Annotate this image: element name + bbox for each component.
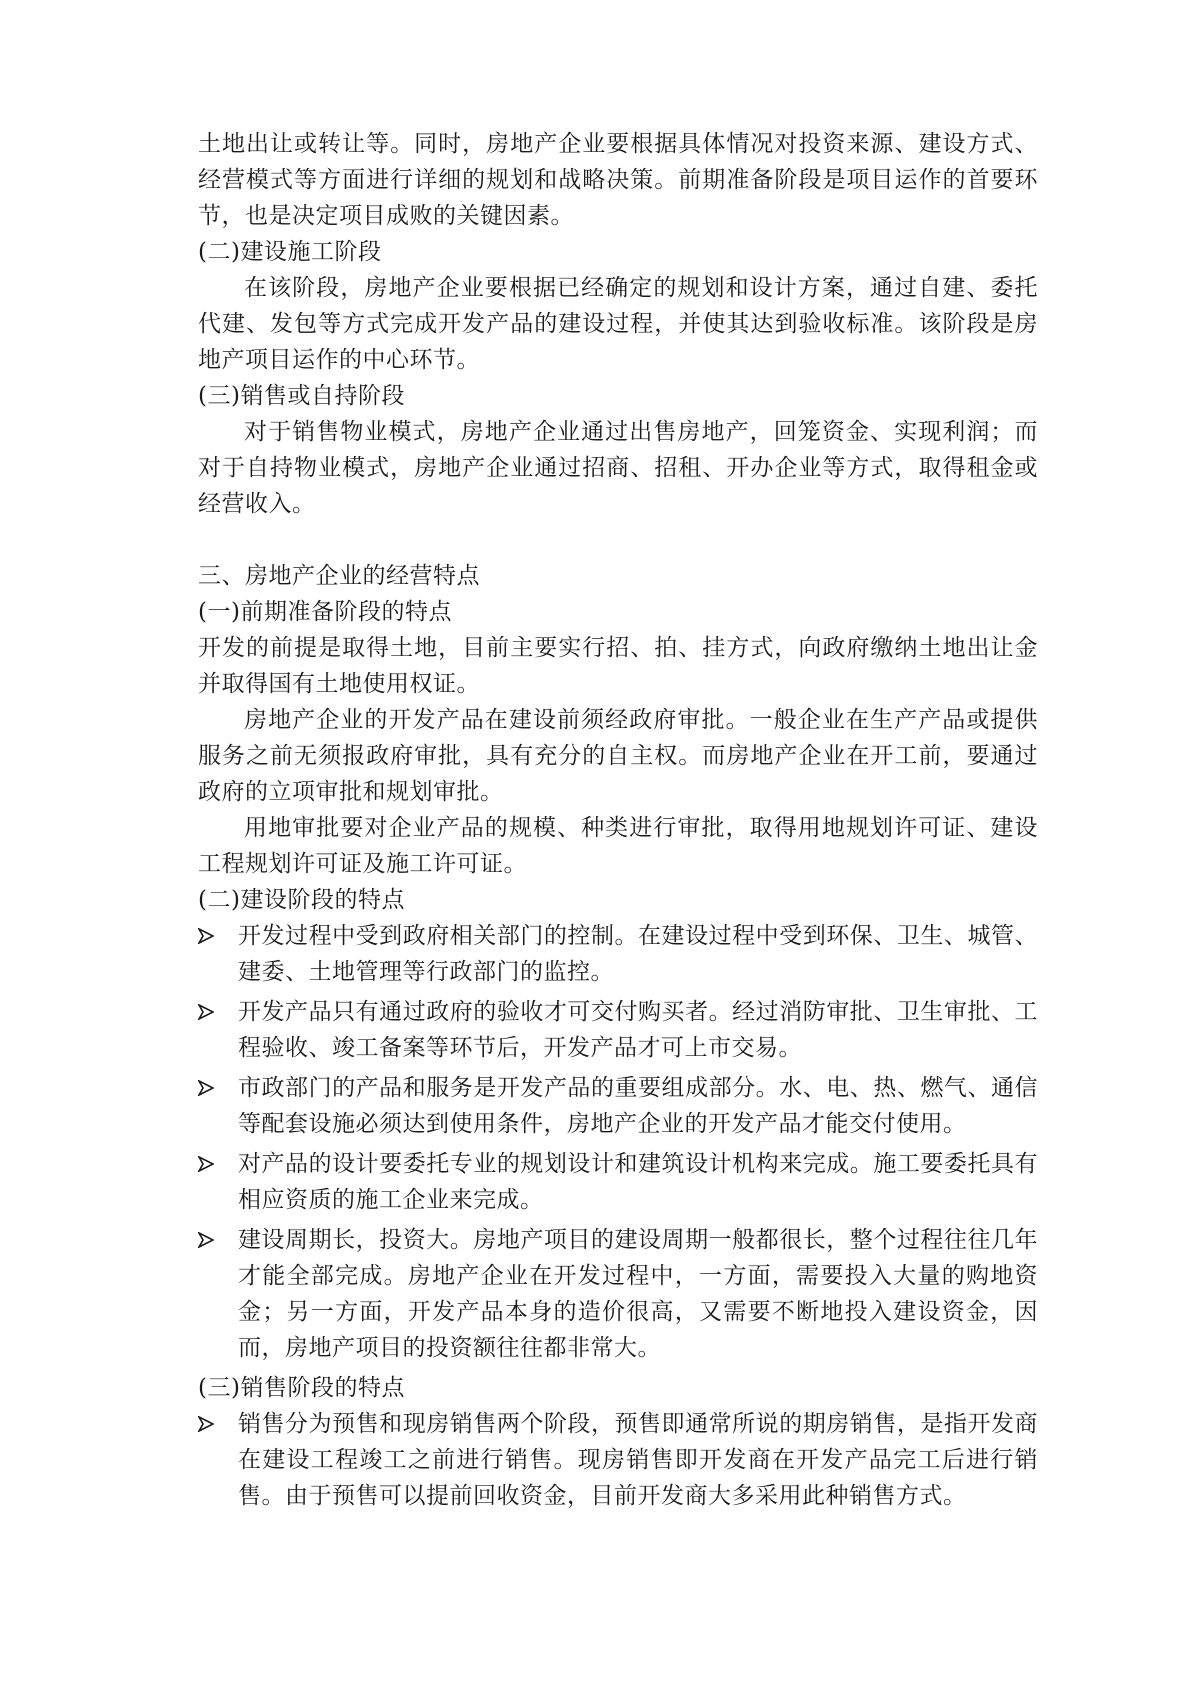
arrowhead-bullet-icon xyxy=(198,928,214,944)
list-item-text: 销售分为预售和现房销售两个阶段，预售即通常所说的期房销售，是指开发商在建设工程竣工之前进行销售。现房销售即开发商在开发产品完工后进行销售。由于预售可以提前回收资金，目前开发商大多采用此种销售方式。 xyxy=(238,1411,1038,1509)
paragraph-prep-2: 房地产企业的开发产品在建设前须经政府审批。一般企业在生产产品或提供服务之前无须报政府审批，具有充分的自主权。而房地产企业在开工前，要通过政府的立项审批和规划审批。 xyxy=(198,707,1038,805)
paragraph-construction-stage: 在该阶段，房地产企业要根据已经确定的规划和设计方案，通过自建、委托代建、发包等方式完成开发产品的建设过程，并使其达到验收标准。该阶段是房地产项目运作的中心环节。 xyxy=(198,275,1038,373)
subheading-construction-stage: (二)建设施工阶段 xyxy=(198,239,382,265)
subheading-sales-features: (三)销售阶段的特点 xyxy=(198,1375,405,1401)
subheading-sales-stage: (三)销售或自持阶段 xyxy=(198,383,405,409)
arrowhead-bullet-icon xyxy=(198,1004,214,1020)
section-title: 三、房地产企业的经营特点 xyxy=(198,563,480,589)
list-item xyxy=(198,1146,1038,1218)
list-item-text: 开发产品只有通过政府的验收才可交付购买者。经过消防审批、卫生审批、工程验收、竣工备案等环节后，开发产品才可上市交易。 xyxy=(238,999,1038,1061)
paragraph-prep-3: 用地审批要对企业产品的规模、种类进行审批，取得用地规划许可证、建设工程规划许可证及施工许可证。 xyxy=(198,815,1038,877)
arrowhead-bullet-icon xyxy=(198,1080,214,1096)
arrowhead-bullet-icon xyxy=(198,1156,214,1172)
list-item xyxy=(198,1222,1038,1366)
paragraph-prep-1: 开发的前提是取得土地，目前主要实行招、拍、挂方式，向政府缴纳土地出让金并取得国有土地使用权证。 xyxy=(198,635,1038,697)
document-body xyxy=(198,126,1038,1518)
list-item xyxy=(198,1406,1038,1514)
list-item xyxy=(198,1070,1038,1142)
subheading-prep-features: (一)前期准备阶段的特点 xyxy=(198,599,452,625)
list-item-text: 市政部门的产品和服务是开发产品的重要组成部分。水、电、热、燃气、通信等配套设施必须达到使用条件，房地产企业的开发产品才能交付使用。 xyxy=(238,1075,1038,1137)
subheading-build-features: (二)建设阶段的特点 xyxy=(198,887,405,913)
list-item-text: 对产品的设计要委托专业的规划设计和建筑设计机构来完成。施工要委托具有相应资质的施工企业来完成。 xyxy=(238,1151,1038,1213)
arrowhead-bullet-icon xyxy=(198,1232,214,1248)
list-item xyxy=(198,918,1038,990)
list-item-text: 开发过程中受到政府相关部门的控制。在建设过程中受到环保、卫生、城管、建委、土地管理等行政部门的监控。 xyxy=(238,923,1038,985)
paragraph-sales-stage: 对于销售物业模式，房地产企业通过出售房地产，回笼资金、实现利润；而对于自持物业模式，房地产企业通过招商、招租、开办企业等方式，取得租金或经营收入。 xyxy=(198,419,1038,517)
paragraph-stage-intro: 土地出让或转让等。同时，房地产企业要根据具体情况对投资来源、建设方式、经营模式等方面进行详细的规划和战略决策。前期准备阶段是项目运作的首要环节，也是决定项目成败的关键因素。 xyxy=(198,131,1038,229)
list-item xyxy=(198,994,1038,1066)
arrowhead-bullet-icon xyxy=(198,1416,214,1432)
list-item-text: 建设周期长，投资大。房地产项目的建设周期一般都很长，整个过程往往几年才能全部完成。房地产企业在开发过程中，一方面，需要投入大量的购地资金；另一方面，开发产品本身的造价很高，又需要不断地投入建设资金，因而，房地产项目的投资额往往都非常大。 xyxy=(238,1227,1038,1361)
